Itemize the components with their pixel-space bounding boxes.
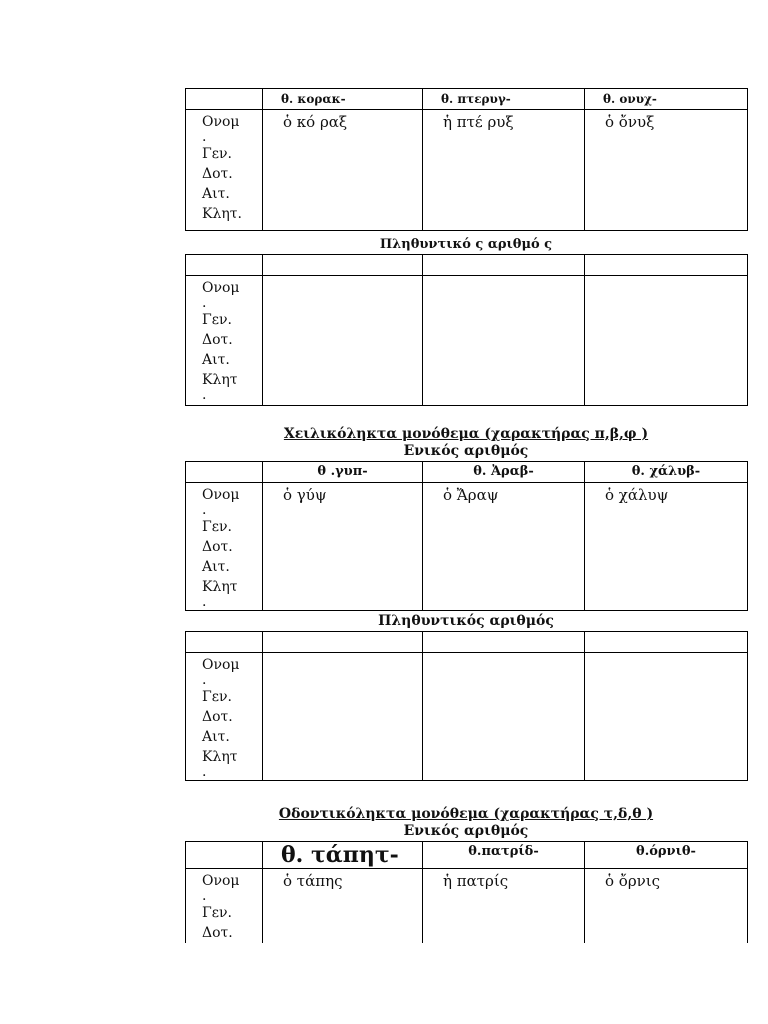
- answer-cell[interactable]: [263, 653, 423, 781]
- word-cell[interactable]: ὁ τάπης: [263, 869, 423, 969]
- table-s2-singular: [185, 461, 748, 611]
- case-labels: Ονομ . Γεν. Δοτ. Αιτ. Κλητ.: [186, 110, 263, 231]
- answer-cell[interactable]: [423, 653, 585, 781]
- plural-caption: Πληθυντικό ς αριθμό ς: [379, 237, 553, 252]
- case-labels: Ονομ . Γεν. Δοτ. Αιτ. Κλητ .: [186, 653, 263, 781]
- header-empty: [186, 89, 263, 110]
- header-stem: θ. πτερυγ-: [423, 89, 585, 110]
- header-stem: θ. τάπητ-: [263, 842, 423, 869]
- answer-cell[interactable]: [585, 276, 748, 406]
- word-cell[interactable]: ὁ ὄρνις: [585, 869, 748, 969]
- header-stem: θ. Ἀραβ-: [423, 462, 585, 483]
- header-stem: θ .γυπ-: [263, 462, 423, 483]
- header-stem: θ. χάλυβ-: [585, 462, 748, 483]
- table-s1-plural: [185, 254, 748, 406]
- word-cell[interactable]: ὁ χάλυψ: [585, 483, 748, 611]
- section-title: Οδοντικόληκτα μονόθεμα (χαρακτήρας τ,δ,θ ) Ενικός αριθμός: [278, 806, 654, 839]
- plural-caption: Πληθυντικός αριθμός: [378, 613, 554, 629]
- answer-cell[interactable]: [423, 276, 585, 406]
- case-labels: Ονομ . Γεν. Δοτ. Αιτ. Κλητ .: [186, 483, 263, 611]
- answer-cell[interactable]: [585, 653, 748, 781]
- header-stem: θ.όρνιθ-: [585, 842, 748, 869]
- header-stem: θ.πατρίδ-: [423, 842, 585, 869]
- table-s2-plural: [185, 631, 748, 781]
- word-cell[interactable]: ἡ πτέ ρυξ: [423, 110, 585, 231]
- word-cell[interactable]: ὁ κό ραξ: [263, 110, 423, 231]
- answer-cell[interactable]: [263, 276, 423, 406]
- word-cell[interactable]: ὁ ὄνυξ: [585, 110, 748, 231]
- word-cell[interactable]: ὁ Ἄραψ: [423, 483, 585, 611]
- word-cell[interactable]: ὁ γύψ: [263, 483, 423, 611]
- header-stem: θ. ονυχ-: [585, 89, 748, 110]
- case-labels: Ονομ . Γεν. Δοτ. Αιτ. Κλητ .: [186, 276, 263, 406]
- table-s1-singular: [185, 88, 748, 231]
- header-stem: θ. κορακ-: [263, 89, 423, 110]
- page-cutoff: [0, 943, 768, 1024]
- word-cell[interactable]: ἡ πατρίς: [423, 869, 585, 969]
- section-title: Χειλικόληκτα μονόθεμα (χαρακτήρας π,β,φ ) Ενικός αριθμός: [283, 426, 649, 459]
- case-labels: Ονομ . Γεν. Δοτ.: [186, 869, 263, 969]
